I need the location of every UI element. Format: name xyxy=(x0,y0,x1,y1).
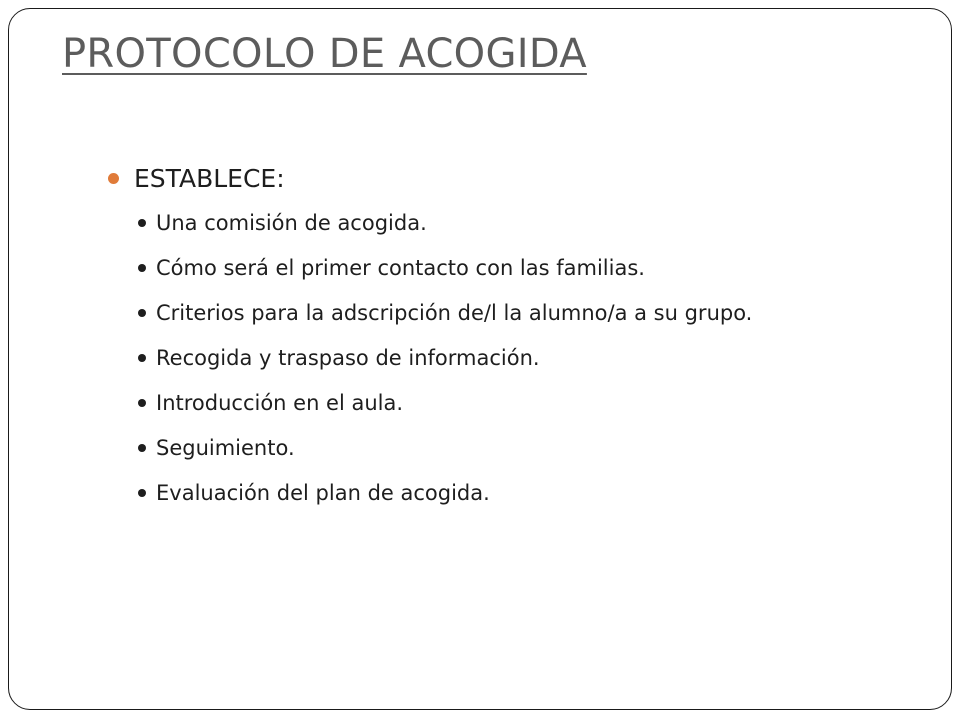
list-item xyxy=(138,290,928,335)
sub-bullet-list xyxy=(108,200,928,515)
slide-content xyxy=(108,158,928,515)
bullet-icon xyxy=(138,264,146,272)
bullet-icon xyxy=(138,489,146,497)
bullet-icon xyxy=(138,309,146,317)
list-item-text: Seguimiento. xyxy=(156,435,295,460)
slide-title: PROTOCOLO DE ACOGIDA xyxy=(62,31,587,77)
bullet-icon xyxy=(138,444,146,452)
list-item-text: Criterios para la adscripción de/l la alumno/a a su grupo. xyxy=(156,300,753,325)
list-item-text: Una comisión de acogida. xyxy=(156,210,427,235)
list-item xyxy=(138,335,928,380)
list-item xyxy=(138,380,928,425)
heading-text: ESTABLECE: xyxy=(134,163,285,193)
list-item xyxy=(138,470,928,515)
list-item xyxy=(138,200,928,245)
heading-bullet-item xyxy=(108,158,928,198)
list-item xyxy=(138,425,928,470)
bullet-icon xyxy=(138,219,146,227)
bullet-icon xyxy=(138,399,146,407)
list-item xyxy=(138,245,928,290)
list-item-text: Evaluación del plan de acogida. xyxy=(156,480,490,505)
bullet-icon xyxy=(138,354,146,362)
orange-bullet-icon xyxy=(108,173,119,184)
list-item-text: Cómo será el primer contacto con las familias. xyxy=(156,255,645,280)
list-item-text: Recogida y traspaso de información. xyxy=(156,345,540,370)
list-item-text: Introducción en el aula. xyxy=(156,390,404,415)
